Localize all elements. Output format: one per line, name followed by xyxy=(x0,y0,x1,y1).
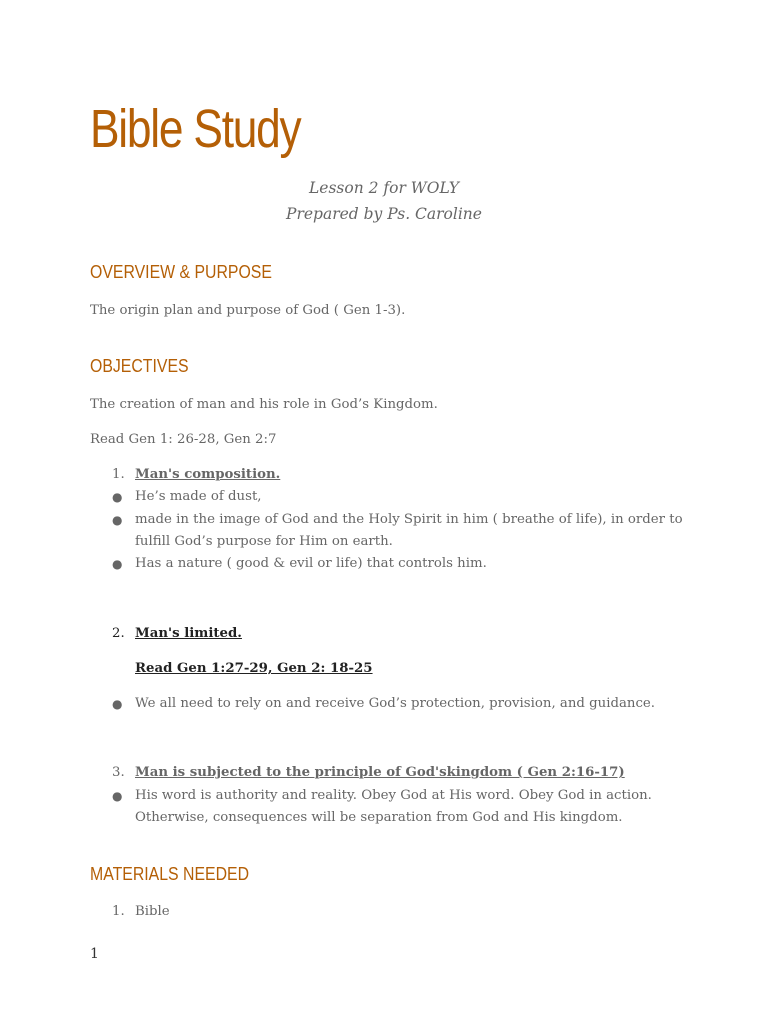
bullet-dot: ● xyxy=(112,490,123,504)
author-subtitle: Prepared by Ps. Caroline xyxy=(286,205,482,223)
item3-title: Man is subjected to the principle of God'skingdom ( Gen 2:16-17) xyxy=(135,765,625,780)
page-number: 1 xyxy=(90,946,99,962)
item3-bullet-1-cont: Otherwise, consequences will be separation from God and His kingdom. xyxy=(135,810,623,825)
bullet-dot: ● xyxy=(112,557,123,571)
lesson-subtitle: Lesson 2 for WOLY xyxy=(309,179,459,197)
objectives-intro: The creation of man and his role in God’s Kingdom. xyxy=(90,397,438,412)
list-number-3: 3. xyxy=(112,765,125,780)
item2-title: Man's limited. xyxy=(135,626,242,641)
bullet-dot: ● xyxy=(112,697,123,711)
list-number-2: 2. xyxy=(112,626,125,641)
item1-title: Man's composition. xyxy=(135,467,281,482)
materials-item-bible: Bible xyxy=(135,904,170,919)
item2-bullet-1: We all need to rely on and receive God’s protection, provision, and guidance. xyxy=(135,696,656,711)
objectives-heading: OBJECTIVES xyxy=(90,356,189,376)
item3-bullet-1: His word is authority and reality. Obey God at His word. Obey God in action. xyxy=(135,788,652,803)
item1-bullet-1: He’s made of dust, xyxy=(135,489,262,504)
objectives-reading: Read Gen 1: 26-28, Gen 2:7 xyxy=(90,432,277,447)
list-number-1: 1. xyxy=(112,467,125,482)
item2-reading: Read Gen 1:27-29, Gen 2: 18-25 xyxy=(135,661,373,676)
overview-text: The origin plan and purpose of God ( Gen 1-3). xyxy=(90,303,406,318)
materials-number-1: 1. xyxy=(112,904,125,919)
document-title: Bible Study xyxy=(90,99,301,159)
bullet-dot: ● xyxy=(112,513,123,527)
bullet-dot: ● xyxy=(112,789,123,803)
item1-bullet-2: made in the image of God and the Holy Spirit in him ( breathe of life), in order to xyxy=(135,512,683,527)
overview-heading: OVERVIEW & PURPOSE xyxy=(90,262,272,282)
item1-bullet-3: Has a nature ( good & evil or life) that controls him. xyxy=(135,556,487,571)
item1-bullet-2-cont: fulfill God’s purpose for Him on earth. xyxy=(135,534,393,549)
materials-heading: MATERIALS NEEDED xyxy=(90,864,250,884)
